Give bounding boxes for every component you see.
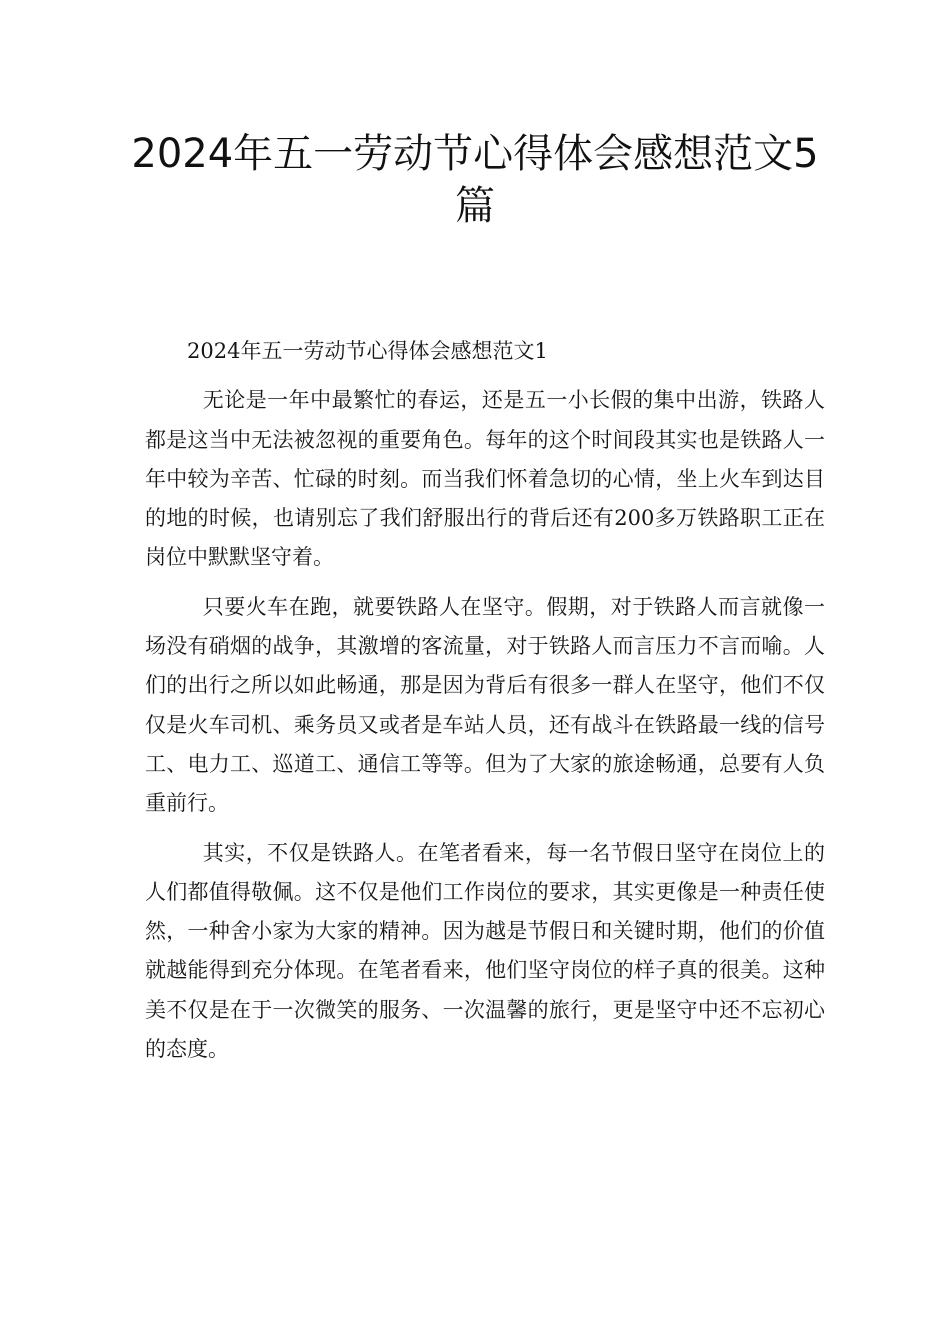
title-line-1: 2024年五一劳动节心得体会感想范文5 (131, 131, 819, 177)
title-line-2: 篇 (455, 183, 495, 229)
section-heading: 2024年五一劳动节心得体会感想范文1 (187, 339, 548, 363)
paragraph-1: 无论是一年中最繁忙的春运，还是五一小长假的集中出游，铁路人都是这当中无法被忽视的重要角色。每年的这个时间段其实也是铁路人一年中较为辛苦、忙碌的时刻。而当我们怀着急切的心情，坐上火车到达目的地的时候，也请别忘了我们舒服出行的背后还有200多万铁路职工正在岗位中默默坚守着。 (145, 388, 825, 570)
document-body (145, 332, 825, 1069)
paragraph-2: 只要火车在跑，就要铁路人在坚守。假期，对于铁路人而言就像一场没有硝烟的战争，其激增的客流量，对于铁路人而言压力不言而喻。人们的出行之所以如此畅通，那是因为背后有很多一群人在坚守，他们不仅仅是火车司机、乘务员又或者是车站人员，还有战斗在铁路最一线的信号工、电力工、巡道工、通信工等等。但为了大家的旅途畅通，总要有人负重前行。 (145, 594, 825, 816)
document-title (120, 128, 830, 232)
paragraph-3: 其实，不仅是铁路人。在笔者看来，每一名节假日坚守在岗位上的人们都值得敬佩。这不仅是他们工作岗位的要求，其实更像是一种责任使然，一种舍小家为大家的精神。因为越是节假日和关键时期，他们的价值就越能得到充分体现。在笔者看来，他们坚守岗位的样子真的很美。这种美不仅是在于一次微笑的服务、一次温馨的旅行，更是坚守中还不忘初心的态度。 (145, 840, 825, 1062)
